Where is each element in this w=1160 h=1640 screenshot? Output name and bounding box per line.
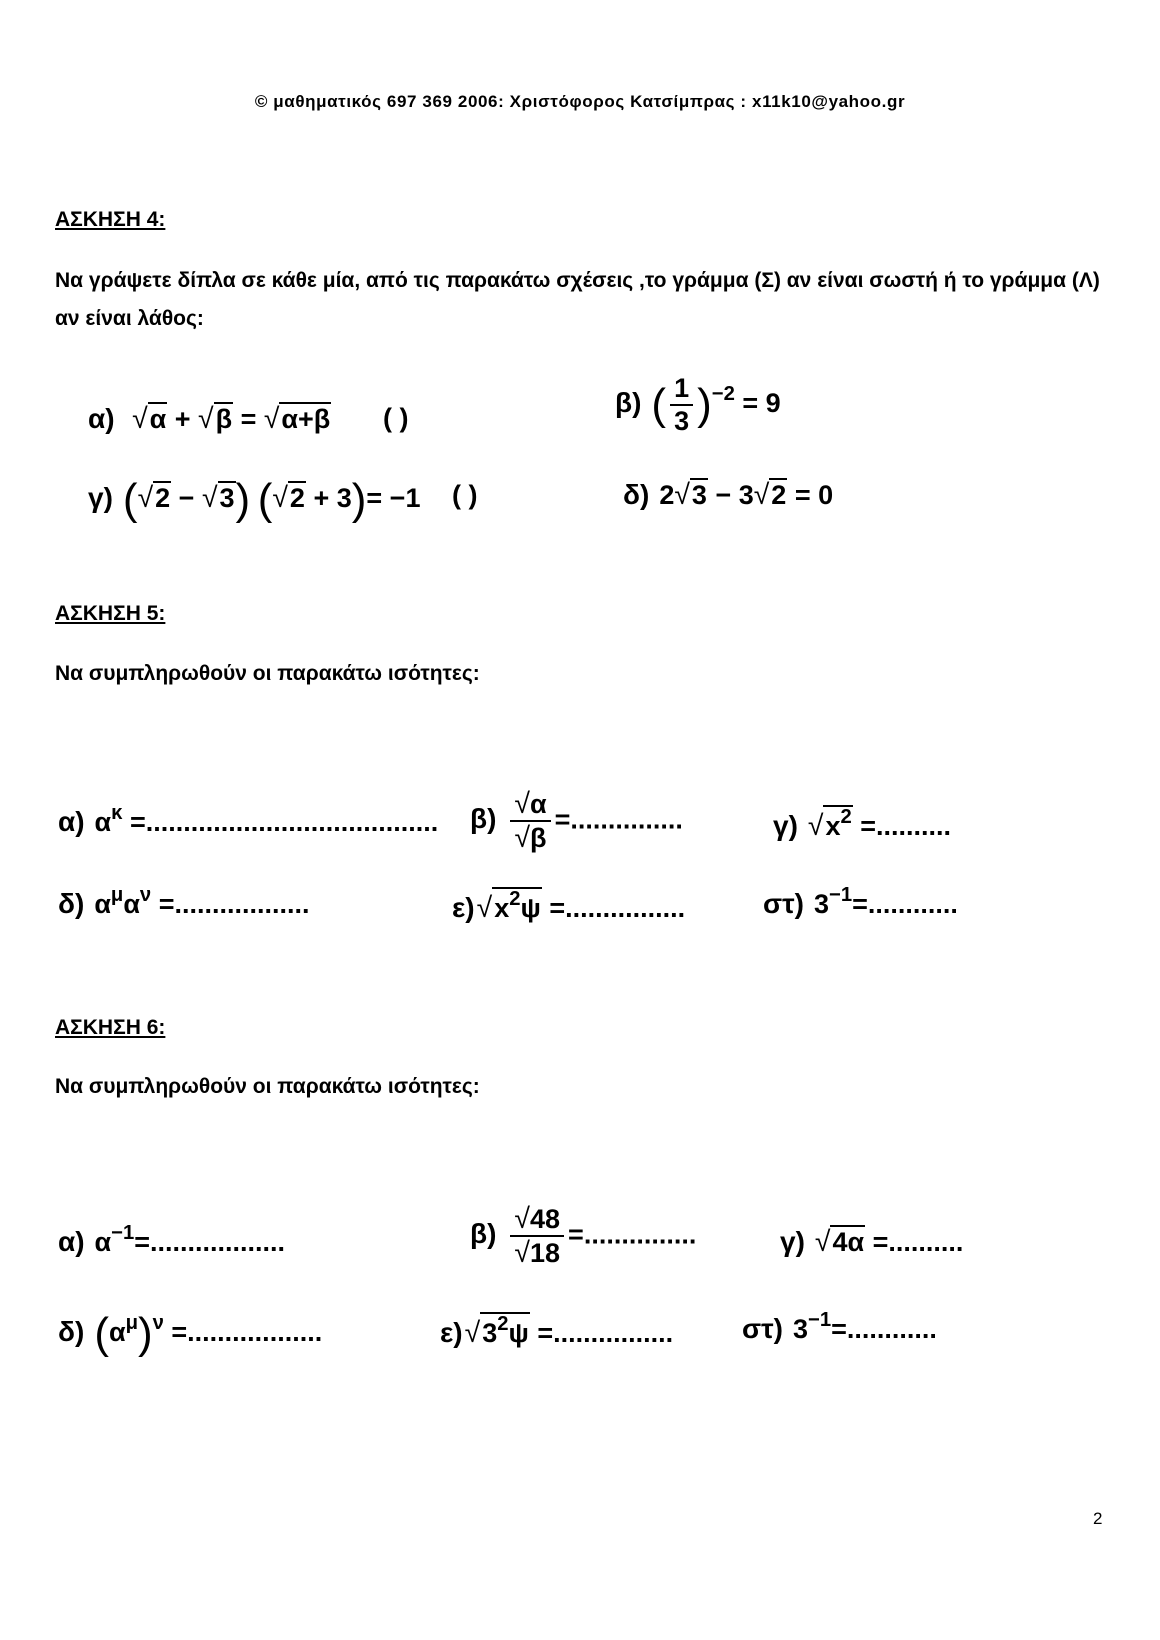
exercise-5-title: ΑΣΚΗΣΗ 5: [55, 602, 166, 625]
exercise-4-instruction: Να γράψετε δίπλα σε κάθε μία, από τις παρακάτω σχέσεις ,το γράμμα (Σ) αν είναι σωστή ή το γράμμα (Λ) αν είναι λάθος: [55, 269, 1100, 330]
ex5-item-g[interactable]: γ) $√x^2$ =.......... [773, 805, 952, 842]
exercise-5-instruction: Να συμπληρωθούν οι παρακάτω ισότητες: [55, 662, 480, 685]
ex5-item-a[interactable]: α) $\alpha^\kappa$ =....................................... [58, 801, 439, 837]
ex4-item-a: α) √α + √β = √α+β [88, 403, 331, 435]
ex5-item-e[interactable]: $\varepsilon)√x^2\psi$ =................ [452, 887, 686, 924]
page-number: 2 [1093, 1509, 1103, 1528]
ex6-item-e[interactable]: $\varepsilon)√3^2\psi$ =................ [440, 1312, 674, 1349]
ex6-item-b[interactable]: β) $\frac{√48}{√18}$ =............... [470, 1203, 697, 1270]
page-header: © μαθηματικός 697 369 2006: Χριστόφορος Κατσίμπρας : x11k10@yahoo.gr [254, 92, 906, 111]
exercise-6-instruction: Να συμπληρωθούν οι παρακάτω ισότητες: [55, 1075, 480, 1098]
ex6-item-g[interactable]: γ) √4α =.......... [780, 1226, 964, 1258]
ex6-item-d[interactable]: δ) $(\alpha^\mu)^\nu$ =.................. [58, 1309, 323, 1358]
ex4-item-g: γ) (√2 − √3) (√2 + 3)= −1 [88, 475, 421, 524]
ex5-item-b[interactable]: β) $\frac{√\alpha}{√\beta}$ =............... [470, 788, 683, 855]
ex6-item-st[interactable]: στ) $3^{-1}=$............ [742, 1308, 937, 1344]
exercise-4-title: ΑΣΚΗΣΗ 4: [55, 208, 166, 231]
ex4-answer-blank-g[interactable]: ( ) [452, 480, 478, 510]
ex6-item-a[interactable]: α) $\alpha^{-1}=$.................. [58, 1221, 286, 1257]
ex4-item-b: β) ( $\frac{1}{3}$ )$^{-2}$ = 9 [615, 373, 781, 436]
ex5-item-st[interactable]: στ) $3^{-1}=$............ [763, 883, 958, 919]
ex4-item-d: δ) 2√3 − 3√2 = 0 [623, 479, 834, 511]
ex4-answer-blank-a[interactable]: ( ) [383, 403, 409, 433]
exercise-6-title: ΑΣΚΗΣΗ 6: [55, 1016, 166, 1039]
ex5-item-d[interactable]: δ) $\alpha^\mu\alpha^\nu$ =.................. [58, 883, 310, 919]
